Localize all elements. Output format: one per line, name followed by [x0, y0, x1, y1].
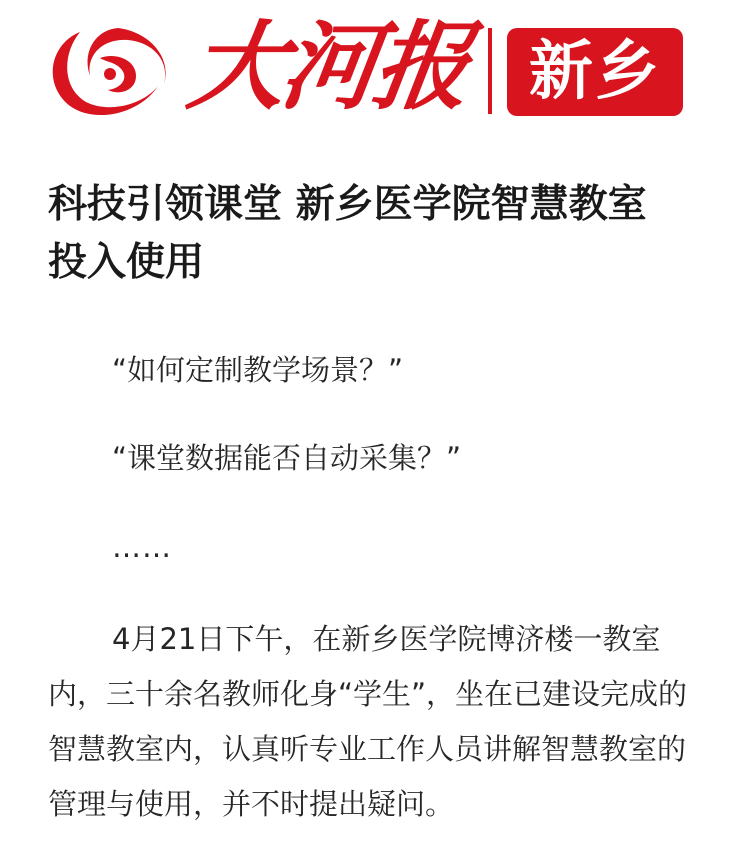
article-headline: 科技引领课堂 新乡医学院智慧教室投入使用: [48, 182, 647, 285]
quote-line-1: “如何定制教学场景？”: [112, 353, 404, 387]
dahe-swirl-logo-icon: [40, 14, 180, 124]
masthead-divider: [488, 28, 492, 114]
masthead-title: 大河报: [182, 10, 475, 123]
edition-badge: 新乡: [507, 28, 683, 116]
quote-line-2: “课堂数据能否自动采集？”: [112, 441, 462, 475]
masthead: [0, 0, 731, 150]
article-paragraph: 4月21日下午，在新乡医学院博济楼一教室内，三十余名教师化身“学生”，坐在已建设完成的智慧教室内，认真听专业工作人员讲解智慧教室的管理与使用，并不时提出疑问。: [48, 622, 688, 821]
ellipsis-line: ……: [112, 530, 172, 564]
